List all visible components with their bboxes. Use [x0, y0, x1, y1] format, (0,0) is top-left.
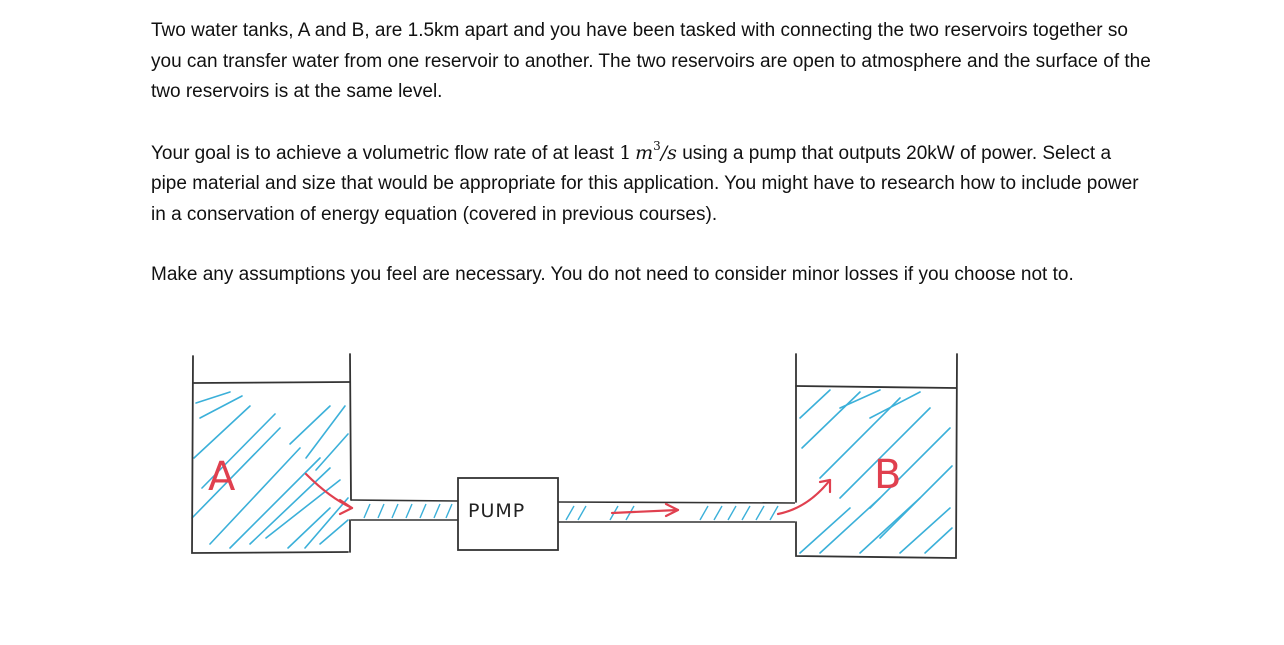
- flow-arrows: [306, 474, 830, 516]
- flow-rate-number: 1: [619, 141, 632, 164]
- paragraph-goal: [151, 138, 1151, 231]
- flow-rate-per-second: /s: [660, 141, 677, 164]
- flow-rate-unit: m: [635, 141, 654, 164]
- goal-text-end: using a pump that outputs 20kW of power. Select a pipe material and size that would be appropriate for this application. You might have to research how to include power in a conservation of energy equation (covered in previous courses).: [151, 142, 1139, 225]
- flow-rate-expression: [619, 138, 677, 164]
- pump-label: PUMP: [468, 500, 526, 522]
- pipe-left: [351, 500, 458, 520]
- paragraph-assumptions: Make any assumptions you feel are necessary. You do not need to consider minor losses if you choose not to.: [151, 264, 1074, 285]
- paragraph-intro: Two water tanks, A and B, are 1.5km apart and you have been tasked with connecting the two reservoirs together so you can transfer water from one reservoir to another. The two reservoirs are open to atmosphere and the surface of the two reservoirs is at the same level.: [151, 20, 1151, 102]
- reservoir-diagram: [180, 348, 980, 573]
- reservoir-sketch: [180, 348, 980, 573]
- flow-rate-exponent: 3: [653, 138, 661, 153]
- goal-text-start: Your goal is to achieve a volumetric flow rate of at least: [151, 142, 620, 164]
- tank-a-label: A: [208, 454, 236, 500]
- pipe-right: [558, 502, 795, 522]
- tank-b-label: B: [874, 452, 902, 498]
- problem-statement: [151, 16, 1151, 321]
